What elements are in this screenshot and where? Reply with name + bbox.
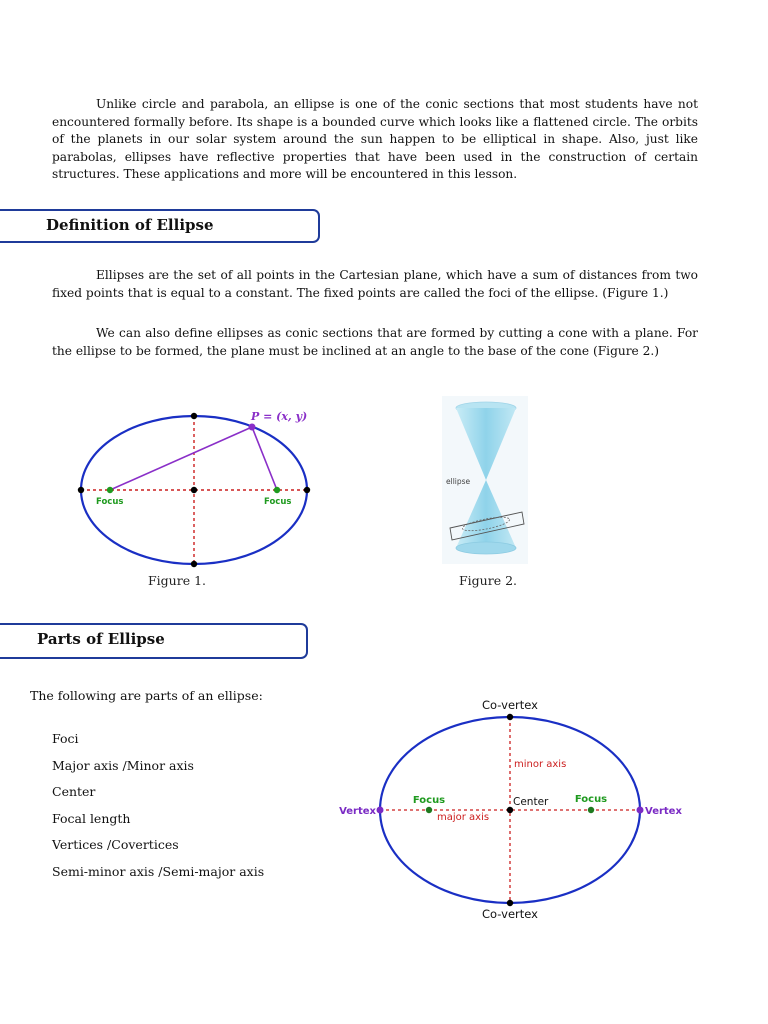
- parts-intro: The following are parts of an ellipse:: [30, 688, 263, 703]
- definition-text-1: Ellipses are the set of all points in the Cartesian plane, which have a sum of distances from two fixed points that is equal to a constant. The fixed points are called the foci of the ellipse. (Figure 1.): [52, 268, 698, 300]
- list-item: Major axis /Minor axis: [52, 757, 194, 773]
- vertex-left-dot: [78, 487, 84, 493]
- focal-radius-left: [110, 427, 252, 490]
- vertex-right-label: Vertex: [645, 806, 682, 817]
- major-axis-label: major axis: [437, 812, 490, 823]
- definition-paragraph-1: [52, 267, 698, 302]
- minor-axis-label: minor axis: [514, 759, 567, 770]
- figure-3-parts-diagram: [330, 690, 690, 930]
- parts-list: [52, 730, 264, 889]
- figure-2-caption: Figure 2.: [459, 573, 517, 588]
- parts-covertex-top-dot: [507, 714, 513, 720]
- point-p-label: P = (x, y): [251, 410, 308, 423]
- parts-vertex-right-dot: [637, 807, 644, 814]
- list-item: Center: [52, 784, 96, 799]
- ellipse-label: ellipse: [446, 477, 471, 486]
- vertex-left-label: Vertex: [339, 806, 376, 817]
- list-item: Semi-minor axis /Semi-major axis: [52, 863, 265, 879]
- parts-covertex-bottom-dot: [507, 900, 513, 906]
- list-item: Vertices /Covertices: [52, 837, 179, 852]
- focus-right-label: Focus: [264, 497, 292, 507]
- section-title-definition: Definition of Ellipse: [46, 216, 214, 234]
- vertex-right-dot: [304, 487, 310, 493]
- parts-focus-right-label: Focus: [574, 794, 608, 805]
- covertex-bottom-dot: [191, 561, 197, 567]
- covertex-top-dot: [191, 413, 197, 419]
- figure-1-ellipse-diagram: [70, 400, 330, 575]
- focus-left-label: Focus: [96, 497, 124, 507]
- parts-vertex-left-dot: [377, 807, 384, 814]
- parts-focus-left-dot: [426, 807, 432, 813]
- covertex-bottom-label: Co-vertex: [482, 907, 538, 921]
- parts-focus-right-dot: [588, 807, 594, 813]
- cone-base: [456, 542, 516, 554]
- section-title-parts: Parts of Ellipse: [37, 630, 165, 648]
- covertex-top-label: Co-vertex: [482, 698, 538, 712]
- definition-paragraph-2: [52, 325, 698, 360]
- point-p-dot: [249, 424, 256, 431]
- intro-text: Unlike circle and parabola, an ellipse is one of the conic sections that most students have not encountered formally before. Its shape is a bounded curve which looks like a flattened circle. The orbits of the planets in our solar system around the sun happen to be elliptical in shape. Also, just like parabolas, ellipses have reflective properties that have been used in the construction of certain structures. These applications and more will be encountered in this lesson.: [52, 97, 698, 181]
- center-dot: [191, 487, 197, 493]
- list-item: Focal length: [52, 810, 131, 826]
- parts-focus-left-label: Focus: [412, 795, 446, 806]
- focus-right-dot: [274, 487, 280, 493]
- list-item: Foci: [52, 731, 79, 746]
- intro-paragraph: [52, 96, 698, 184]
- center-label: Center: [513, 796, 549, 808]
- figure-1-caption: Figure 1.: [148, 573, 206, 588]
- definition-text-2: We can also define ellipses as conic sections that are formed by cutting a cone with a plane. For the ellipse to be formed, the plane must be inclined at an angle to the base of the cone (Figure 2.): [52, 326, 698, 358]
- focus-left-dot: [107, 487, 113, 493]
- figure-2-cone-diagram: [442, 396, 528, 564]
